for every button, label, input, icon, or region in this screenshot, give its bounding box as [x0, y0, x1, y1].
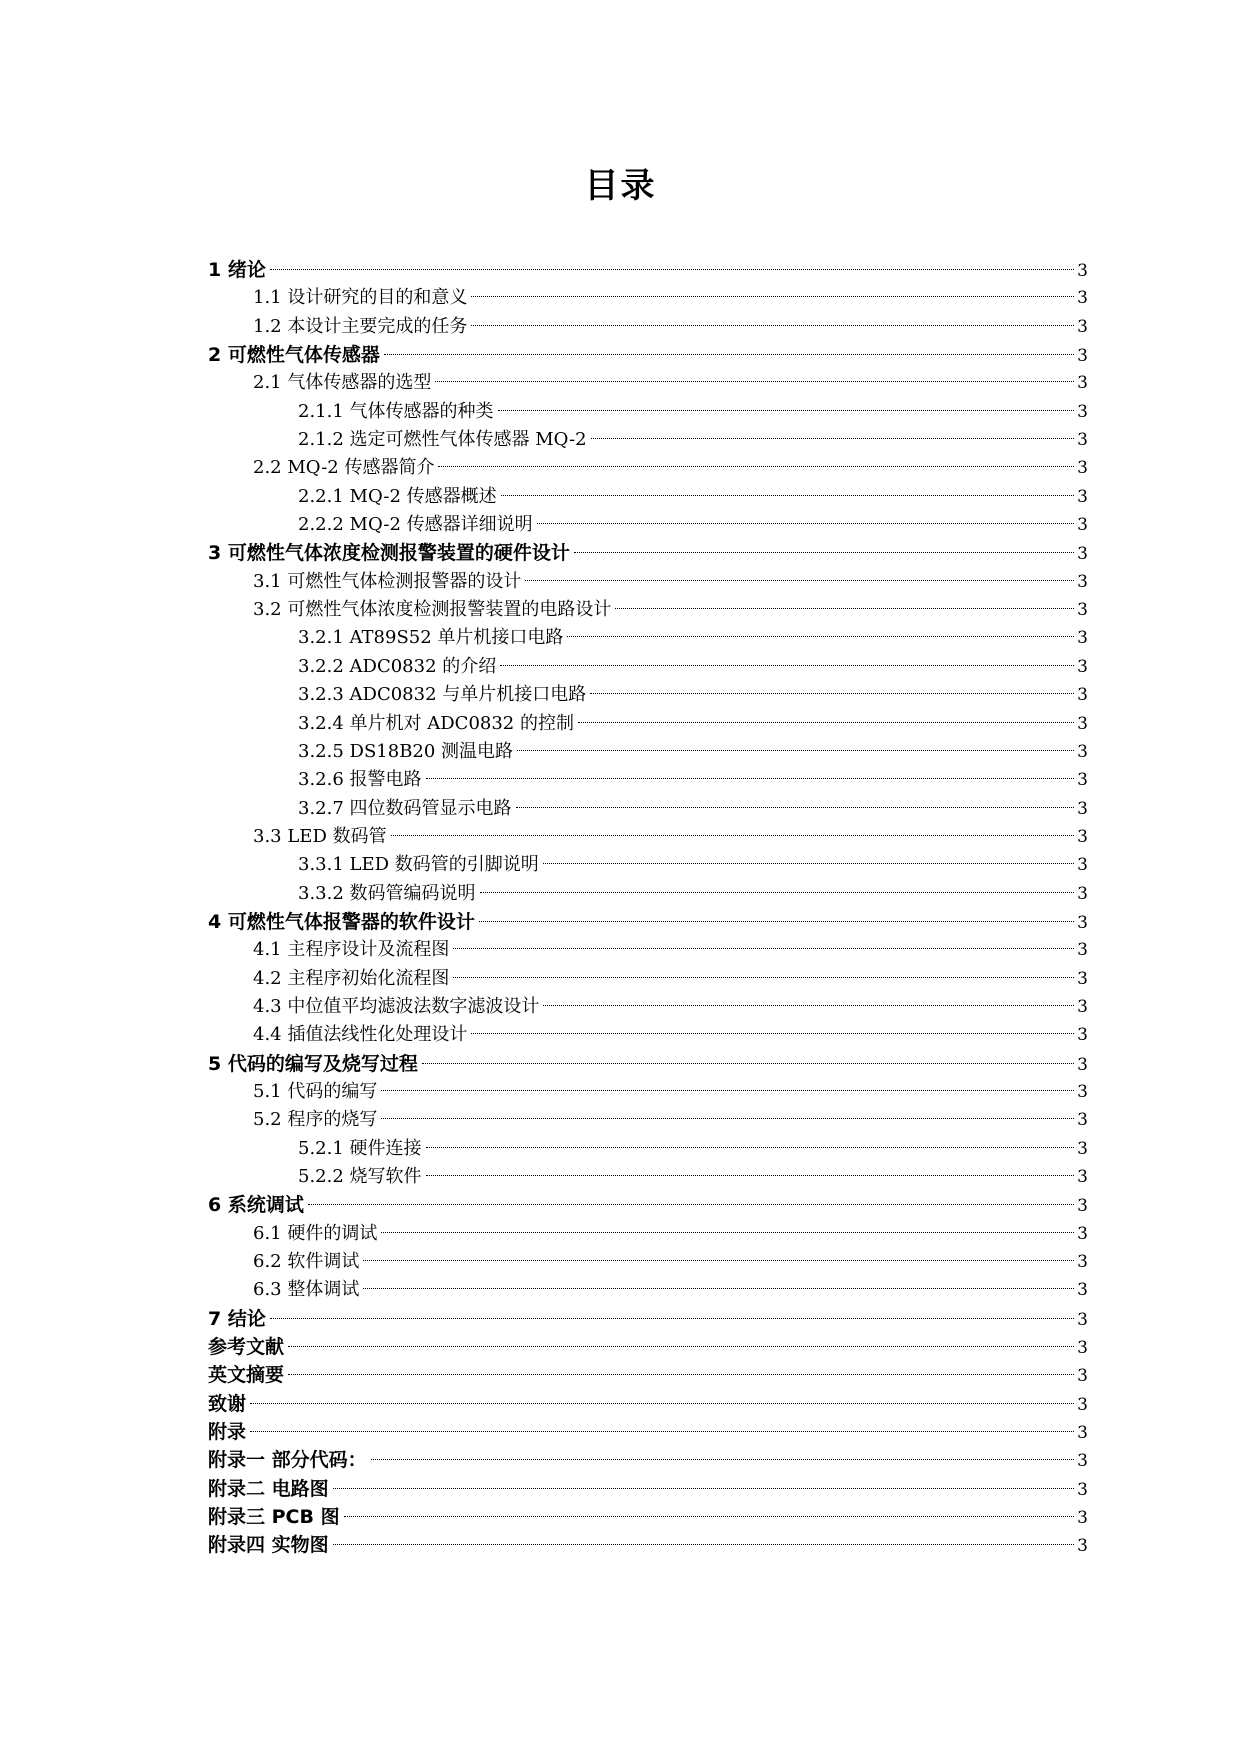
toc-entry-page: 3 [1077, 373, 1088, 394]
toc-entry[interactable] [208, 398, 1088, 426]
dot-leader [288, 1374, 1074, 1375]
toc-entry-page: 3 [1077, 1508, 1088, 1529]
dot-leader [363, 1288, 1074, 1289]
toc-entry-page: 3 [1077, 1196, 1088, 1217]
toc-entry-page: 3 [1077, 713, 1088, 734]
toc-entry-page: 3 [1077, 261, 1088, 281]
toc-entry-page: 3 [1077, 430, 1088, 451]
toc-entry-label: 1 绪论 [208, 259, 266, 281]
toc-entry-label: 5.2.2 烧写软件 [298, 1166, 422, 1187]
toc-entry-page: 3 [1077, 1280, 1088, 1301]
toc-entry-page: 3 [1077, 656, 1088, 677]
dot-leader [498, 410, 1075, 411]
toc-entry-page: 3 [1077, 1252, 1088, 1273]
toc-entry[interactable] [208, 823, 1088, 851]
toc-entry[interactable] [208, 624, 1088, 652]
toc-entry-page: 3 [1077, 741, 1088, 762]
toc-entry-label: 4.3 中位值平均滤波法数字滤波设计 [253, 995, 540, 1017]
dot-leader [453, 977, 1074, 978]
dot-leader [516, 807, 1075, 808]
toc-entry-label: 参考文献 [208, 1336, 285, 1359]
dot-leader [333, 1488, 1075, 1489]
toc-entry-label: 英文摘要 [208, 1364, 285, 1387]
toc-entry-page: 3 [1077, 1110, 1088, 1131]
toc-entry[interactable] [208, 1475, 1088, 1503]
toc-entry-page: 3 [1077, 685, 1088, 706]
dot-leader [517, 750, 1074, 751]
toc-entry-label: 2.1.1 气体传感器的种类 [298, 400, 494, 422]
toc-entry-label: 3.2.2 ADC0832 的介绍 [298, 655, 497, 677]
toc-entry[interactable] [208, 880, 1088, 908]
toc-entry[interactable] [208, 1021, 1088, 1049]
toc-entry-page: 3 [1077, 1167, 1088, 1187]
toc-entry-label: 附录一 部分代码： [208, 1449, 367, 1472]
toc-entry[interactable] [208, 1106, 1088, 1134]
toc-entry-page: 3 [1077, 883, 1088, 904]
dot-leader [426, 778, 1075, 779]
dot-leader [270, 269, 1074, 270]
toc-entry-label: 5 代码的编写及烧写过程 [208, 1052, 418, 1075]
toc-entry[interactable] [208, 1078, 1088, 1106]
toc-entry-page: 3 [1077, 486, 1088, 507]
toc-entry-label: 3.2.1 AT89S52 单片机接口电路 [298, 627, 564, 649]
toc-entry-page: 3 [1077, 912, 1088, 933]
dot-leader [371, 1459, 1075, 1460]
toc-entry-label: 7 结论 [208, 1307, 266, 1330]
dot-leader [471, 1033, 1074, 1034]
dot-leader [537, 523, 1075, 524]
dot-leader [480, 892, 1075, 893]
dot-leader [543, 1005, 1074, 1006]
toc-entry-label: 3.3.2 数码管编码说明 [298, 882, 476, 904]
toc-entry-page: 3 [1077, 968, 1088, 989]
dot-leader [270, 1318, 1074, 1319]
toc-entry-page: 3 [1077, 458, 1088, 479]
dot-leader [381, 1232, 1074, 1233]
toc-entry-label: 2 可燃性气体传感器 [208, 344, 380, 367]
dot-leader [384, 354, 1074, 355]
toc-entry-label: 1.1 设计研究的目的和意义 [253, 287, 468, 309]
toc-entry-label: 4.2 主程序初始化流程图 [253, 967, 450, 989]
toc-entry-page: 3 [1077, 826, 1088, 847]
toc-entry-page: 3 [1077, 1394, 1088, 1415]
toc-entry[interactable] [208, 1531, 1088, 1559]
toc-entry[interactable] [208, 284, 1088, 312]
dot-leader [453, 948, 1074, 949]
toc-entry[interactable] [208, 965, 1088, 993]
dot-leader [479, 921, 1074, 922]
toc-entry[interactable] [208, 341, 1088, 369]
toc-entry-label: 3.2.4 单片机对 ADC0832 的控制 [298, 712, 574, 734]
toc-entry[interactable] [208, 1305, 1088, 1333]
dot-leader [615, 608, 1074, 609]
toc-entry[interactable] [208, 426, 1088, 454]
toc-entry-label: 2.2.1 MQ-2 传感器概述 [298, 485, 497, 507]
toc-entry[interactable] [208, 1163, 1088, 1191]
toc-entry[interactable] [208, 1050, 1088, 1078]
table-of-contents [208, 256, 1088, 1560]
toc-entry-label: 4.1 主程序设计及流程图 [253, 939, 450, 961]
toc-entry-page: 3 [1077, 940, 1088, 961]
dot-leader [471, 325, 1074, 326]
toc-entry-label: 4 可燃性气体报警器的软件设计 [208, 910, 475, 933]
toc-entry[interactable] [208, 1191, 1088, 1219]
toc-entry-label: 1.2 本设计主要完成的任务 [253, 315, 468, 337]
dot-leader [426, 1147, 1075, 1148]
toc-entry[interactable] [208, 511, 1088, 539]
toc-entry[interactable] [208, 454, 1088, 482]
toc-entry-page: 3 [1077, 1423, 1088, 1444]
toc-entry-page: 3 [1077, 600, 1088, 621]
toc-entry-label: 致谢 [208, 1392, 247, 1415]
dot-leader [543, 863, 1074, 864]
toc-entry-label: 3.2.7 四位数码管显示电路 [298, 797, 512, 819]
toc-entry[interactable] [208, 1418, 1088, 1446]
toc-entry-label: 2.2 MQ-2 传感器简介 [253, 457, 435, 479]
toc-entry[interactable] [208, 1248, 1088, 1276]
toc-entry-page: 3 [1077, 798, 1088, 819]
toc-entry-label: 5.2.1 硬件连接 [298, 1137, 422, 1159]
dot-leader [438, 466, 1074, 467]
dot-leader [525, 580, 1074, 581]
toc-entry-page: 3 [1077, 1479, 1088, 1500]
toc-entry-label: 3.1 可燃性气体检测报警器的设计 [253, 570, 522, 592]
toc-entry-page: 3 [1077, 1223, 1088, 1244]
dot-leader [344, 1516, 1075, 1517]
toc-entry-page: 3 [1077, 1536, 1088, 1557]
toc-entry-page: 3 [1077, 515, 1088, 536]
toc-entry[interactable] [208, 1446, 1088, 1474]
dot-leader [308, 1204, 1074, 1205]
dot-leader [422, 1063, 1074, 1064]
dot-leader [381, 1090, 1074, 1091]
toc-entry-page: 3 [1077, 544, 1088, 565]
toc-entry-label: 附录二 电路图 [208, 1477, 329, 1500]
toc-entry-label: 5.1 代码的编写 [253, 1080, 378, 1102]
dot-leader [501, 495, 1075, 496]
dot-leader [288, 1346, 1074, 1347]
toc-entry-page: 3 [1077, 1138, 1088, 1159]
toc-entry-page: 3 [1077, 401, 1088, 422]
toc-entry-page: 3 [1077, 1025, 1088, 1046]
dot-leader [250, 1431, 1074, 1432]
toc-entry-label: 6.2 软件调试 [253, 1251, 360, 1273]
toc-entry[interactable] [208, 596, 1088, 624]
toc-entry-page: 3 [1077, 1366, 1088, 1387]
dot-leader [591, 438, 1075, 439]
toc-entry-page: 3 [1077, 996, 1088, 1017]
toc-entry[interactable] [208, 795, 1088, 823]
dot-leader [574, 552, 1074, 553]
toc-entry-page: 3 [1077, 855, 1088, 876]
toc-entry-label: 附录三 PCB 图 [208, 1506, 340, 1529]
toc-entry[interactable] [208, 993, 1088, 1021]
dot-leader [250, 1403, 1074, 1404]
dot-leader [391, 835, 1075, 836]
toc-entry[interactable] [208, 313, 1088, 341]
toc-entry-label: 2.2.2 MQ-2 传感器详细说明 [298, 514, 533, 536]
toc-entry[interactable] [208, 738, 1088, 766]
toc-entry[interactable] [208, 766, 1088, 794]
toc-entry-label: 3.3.1 LED 数码管的引脚说明 [298, 854, 539, 876]
dot-leader [567, 636, 1074, 637]
dot-leader [471, 296, 1074, 297]
dot-leader [435, 381, 1074, 382]
toc-entry[interactable] [208, 1503, 1088, 1531]
dot-leader [578, 722, 1074, 723]
toc-entry[interactable] [208, 483, 1088, 511]
toc-entry[interactable] [208, 653, 1088, 681]
toc-entry-label: 5.2 程序的烧写 [253, 1109, 378, 1131]
toc-entry[interactable] [208, 256, 1088, 284]
dot-leader [590, 693, 1074, 694]
toc-entry[interactable] [208, 1390, 1088, 1418]
toc-entry-page: 3 [1077, 1338, 1088, 1359]
dot-leader [381, 1118, 1074, 1119]
toc-entry-label: 6.3 整体调试 [253, 1279, 360, 1301]
toc-entry[interactable] [208, 1276, 1088, 1304]
toc-entry-label: 3.2 可燃性气体浓度检测报警装置的电路设计 [253, 599, 612, 621]
toc-entry[interactable] [208, 1361, 1088, 1389]
dot-leader [426, 1175, 1075, 1176]
toc-entry-label: 附录四 实物图 [208, 1534, 329, 1557]
page-title: 目录 [584, 166, 657, 206]
toc-entry-label: 3 可燃性气体浓度检测报警装置的硬件设计 [208, 542, 570, 565]
dot-leader [500, 665, 1074, 666]
toc-entry-label: 3.3 LED 数码管 [253, 825, 387, 847]
toc-entry-page: 3 [1077, 346, 1088, 367]
toc-entry-label: 3.2.6 报警电路 [298, 769, 422, 791]
toc-entry-page: 3 [1077, 288, 1088, 309]
toc-entry[interactable] [208, 369, 1088, 397]
toc-entry[interactable] [208, 681, 1088, 709]
toc-entry-page: 3 [1077, 770, 1088, 791]
toc-entry-label: 2.1 气体传感器的选型 [253, 372, 432, 394]
toc-entry-label: 附录 [208, 1421, 247, 1444]
toc-entry-label: 6 系统调试 [208, 1194, 304, 1217]
toc-entry-page: 3 [1077, 1309, 1088, 1330]
toc-entry-page: 3 [1077, 571, 1088, 592]
toc-entry[interactable] [208, 710, 1088, 738]
toc-entry-page: 3 [1077, 1081, 1088, 1102]
toc-entry-label: 3.2.3 ADC0832 与单片机接口电路 [298, 684, 587, 706]
toc-entry[interactable] [208, 1220, 1088, 1248]
toc-entry-page: 3 [1077, 1451, 1088, 1472]
toc-entry-label: 4.4 插值法线性化处理设计 [253, 1024, 468, 1046]
toc-entry[interactable] [208, 1135, 1088, 1163]
dot-leader [333, 1544, 1075, 1545]
toc-entry[interactable] [208, 539, 1088, 567]
toc-entry[interactable] [208, 936, 1088, 964]
dot-leader [363, 1260, 1074, 1261]
toc-entry[interactable] [208, 1333, 1088, 1361]
toc-entry[interactable] [208, 908, 1088, 936]
toc-entry-page: 3 [1077, 628, 1088, 649]
toc-entry-page: 3 [1077, 316, 1088, 337]
toc-entry-label: 3.2.5 DS18B20 测温电路 [298, 740, 514, 762]
toc-entry-page: 3 [1077, 1054, 1088, 1075]
toc-entry-label: 6.1 硬件的调试 [253, 1222, 378, 1244]
toc-entry[interactable] [208, 568, 1088, 596]
toc-entry[interactable] [208, 851, 1088, 879]
toc-entry-label: 2.1.2 选定可燃性气体传感器 MQ-2 [298, 429, 587, 451]
